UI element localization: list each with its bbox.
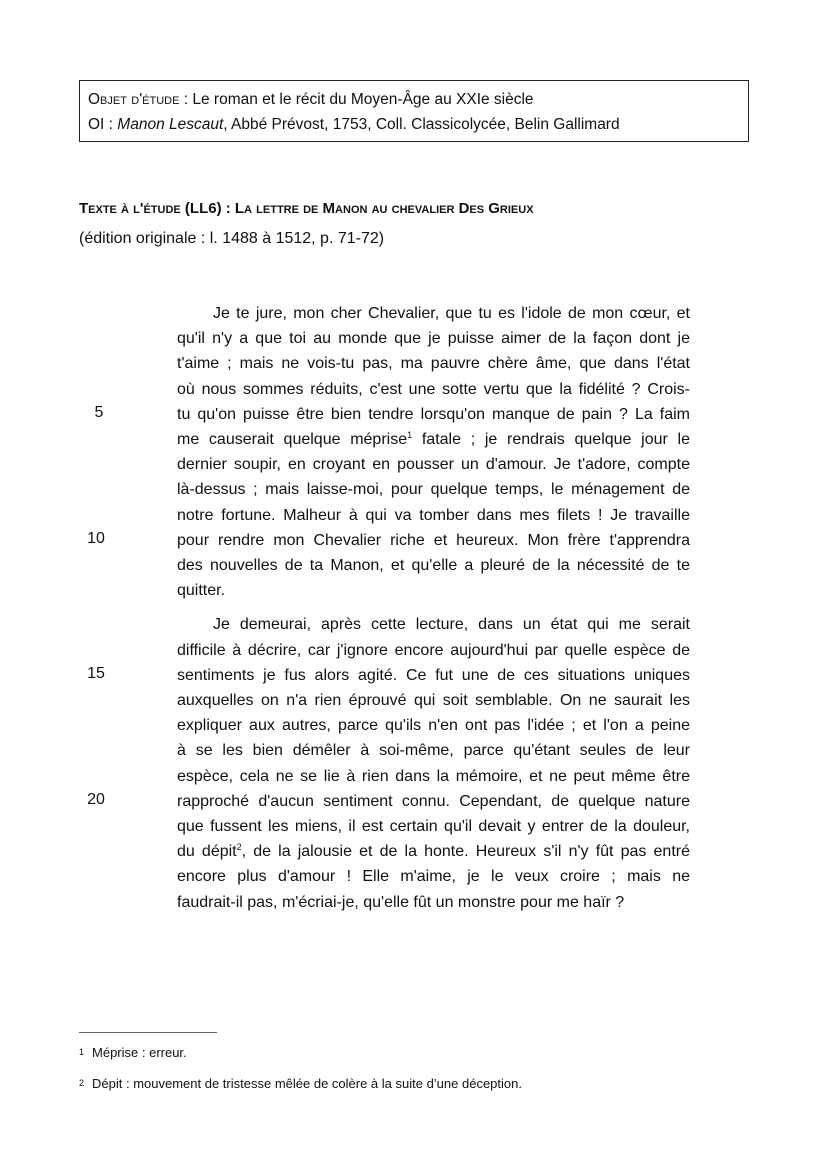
text-line: notre fortune. Malheur à qui va tomber dans mes filets ! Je travaille (177, 506, 690, 524)
footnote-ref-2: 2 (236, 842, 242, 853)
section-subtitle: (édition originale : l. 1488 à 1512, p. 71-72) (79, 230, 385, 247)
paragraph-letter (177, 301, 690, 603)
footnote-1 (79, 1045, 187, 1060)
text-line: où nous sommes réduits, c'est une sotte vertu que la fidélité ? Crois- (177, 380, 690, 398)
text-line: tu qu'on puisse être bien tendre lorsqu'on manque de pain ? La faim (177, 405, 690, 423)
line-number: 15 (87, 665, 105, 682)
footnote-number: 1 (79, 1047, 85, 1057)
work-title: Manon Lescaut (117, 116, 224, 133)
text-line: des nouvelles de ta Manon, et qu'elle a pleuré de la nécessité de te (177, 557, 690, 575)
footnote-number: 2 (79, 1078, 85, 1088)
text-line: espèce, cela ne se lie à rien dans la mémoire, et ne peut même être (177, 767, 690, 785)
footnote-text: Dépit : mouvement de tristesse mêlée de colère à la suite d’une déception. (92, 1076, 522, 1091)
text-line: faudrait-il pas, m'écriai-je, qu'elle fût un monstre pour me haïr ? (177, 893, 625, 911)
footnote-2 (79, 1076, 522, 1091)
study-object-label: Objet d'étude (88, 91, 180, 108)
text-line: à se les bien démêler à soi-même, parce qu'étant seules de leur (177, 742, 690, 760)
section-title: Texte à l'étude (LL6) : La lettre de Manon au chevalier Des Grieux (79, 200, 534, 217)
text-line: t'aime ; mais ne vois-tu pas, ma pauvre chère âme, que dans l'état (177, 355, 690, 373)
work-reference-rest: , Abbé Prévost, 1753, Coll. Classicolycée, Belin Gallimard (223, 116, 620, 133)
footnote-ref-1: 1 (407, 430, 413, 441)
text-line: Je te jure, mon cher Chevalier, que tu es l'idole de mon cœur, et (213, 305, 690, 322)
text-line: là-dessus ; mais laisse-moi, pour quelque temps, le ménagement de (177, 481, 690, 499)
text-segment: , de la jalousie et de la honte. Heureux s'il n'y fût pas entré (241, 843, 691, 861)
work-reference-line (88, 112, 740, 137)
text-line: qu'il n'y a que toi au monde que je puisse aimer de la façon dont je (177, 330, 690, 348)
text-line: que fussent les miens, il est certain qu'il devait y entrer de la douleur, (177, 818, 690, 836)
text-line: encore plus d'amour ! Elle m'aime, je le veux croire ; mais ne (177, 868, 690, 886)
text-line-with-note (177, 427, 690, 452)
text-line-with-note (177, 839, 690, 864)
text-segment: du dépit (177, 843, 237, 861)
line-number: 10 (87, 530, 105, 547)
footnote-text: Méprise : erreur. (92, 1045, 187, 1060)
paragraph-reaction (177, 612, 690, 914)
study-object-text: : Le roman et le récit du Moyen-Âge au XXIe siècle (179, 91, 534, 108)
work-reference-prefix: OI : (88, 116, 118, 133)
text-line: rapproché d'aucun sentiment connu. Cependant, de quelque nature (177, 792, 690, 810)
text-line: pour rendre mon Chevalier riche et heureux. Mon frère t'apprendra (177, 531, 690, 549)
line-number: 5 (94, 404, 104, 421)
study-object-box (79, 80, 749, 142)
text-segment: fatale ; je rendrais quelque jour le (412, 431, 690, 449)
text-line: Je demeurai, après cette lecture, dans un état qui me serait (213, 616, 690, 634)
text-segment: me causerait quelque méprise (177, 431, 408, 449)
text-line: dernier soupir, en croyant en pousser un d'amour. Je t'adore, compte (177, 456, 690, 474)
study-object-line (88, 87, 740, 112)
footnote-divider (79, 1032, 217, 1033)
text-line: sentiments je fus alors agité. Ce fut une de ces situations uniques (177, 666, 690, 684)
text-line: expliquer aux autres, parce qu'ils n'en ont pas l'idée ; et l'on a peine (177, 717, 690, 735)
text-line: difficile à décrire, car j'ignore encore aujourd'hui par quelle espèce de (177, 641, 690, 659)
excerpt-text (177, 301, 690, 915)
text-line: quitter. (177, 582, 226, 600)
line-number: 20 (87, 791, 105, 808)
text-line: auxquelles on n'a rien éprouvé qui soit semblable. On ne saurait les (177, 692, 690, 710)
